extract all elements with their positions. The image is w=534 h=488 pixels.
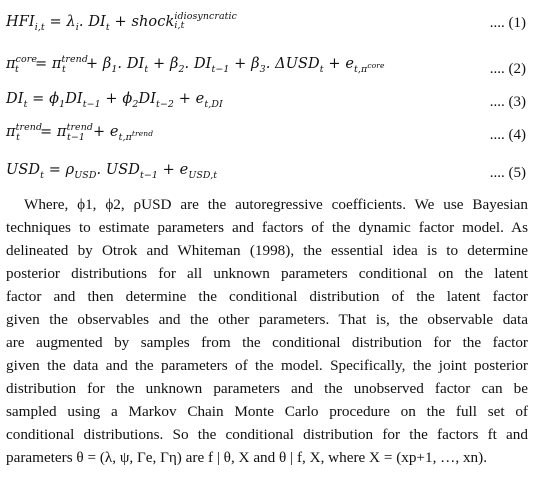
paragraph-line-11: conditional distributions. So the conditional distribution for the factors ft and: [6, 426, 528, 443]
equation-3-formula: $DI_t = \phi_1DI_{t-1} + \phi_2DI_{t-2} + e_{t,DI}$: [6, 91, 223, 110]
paragraph-line-3: delineated by Otrok and Whiteman (1998), the essential idea is to determine: [6, 242, 528, 259]
equation-4-formula: $\pi^{trend}_t = \pi^{trend}_{t-1} + e_{t,\pi^{trend}}$: [6, 122, 154, 143]
equation-1-source: [0, 0, 1, 1]
paragraph-line-9: distribution for the unknown parameters and the unobserved factor can be: [6, 380, 528, 397]
body-paragraph: [6, 193, 528, 469]
equation-5-formula: $USD_t = \rho_{USD}$. $USD_{t-1} + e_{USD,t}$: [6, 162, 218, 181]
paragraph-line-6: given the observables and the other parameters. That is, the observable data: [6, 311, 528, 328]
paragraph-line-10: sampled using a Markov Chain Monte Carlo procedure on the full set of: [6, 403, 528, 420]
equation-3-number: .... (3): [489, 94, 526, 110]
equation-4: [6, 120, 530, 146]
equation-5: [6, 158, 530, 184]
paragraph-line-7: are augmented by samples from the conditional distribution for the factor: [6, 334, 528, 351]
equation-2: [6, 52, 530, 78]
equation-2-formula: $\pi^{core}_t = \pi^{trend}_t + \beta_1$. $DI_t + \beta_2$. $DI_{t-1} + \beta_3$. $\Delta USD_t + e_{t,\pi^{core}}$: [6, 54, 385, 75]
paragraph-line-12: parameters θ = (λ, ψ, Γe, Γη) are f | θ, X and θ | f, X, where X = (xp+1, …, xn).: [6, 449, 488, 466]
equation-1: [6, 10, 530, 36]
paragraph-line-5: factor and then determine the conditional distribution of the latent factor: [6, 288, 528, 305]
equation-2-number: .... (2): [489, 61, 526, 77]
paragraph-line-8: given the data and the parameters of the model. Specifically, the joint posterior: [6, 357, 528, 374]
paragraph-line-2: techniques to estimate parameters and factors of the dynamic factor model. As: [6, 219, 528, 236]
paragraph-line-4: posterior distributions for all unknown parameters conditional on the latent: [6, 265, 528, 282]
equation-source-texts: [0, 0, 1, 1]
equation-4-number: .... (4): [489, 127, 526, 143]
equation-5-number: .... (5): [489, 165, 526, 181]
paragraph-line-1: Where, ϕ1, ϕ2, ρUSD are the autoregressive coefficients. We use Bayesian: [24, 196, 528, 213]
equation-1-formula: $HFI_{i,t} = \lambda_i$. $DI_t$ + shock idiosyncratic i,t: [6, 10, 238, 33]
equation-1-number: .... (1): [489, 15, 526, 31]
equation-3: [6, 87, 530, 113]
